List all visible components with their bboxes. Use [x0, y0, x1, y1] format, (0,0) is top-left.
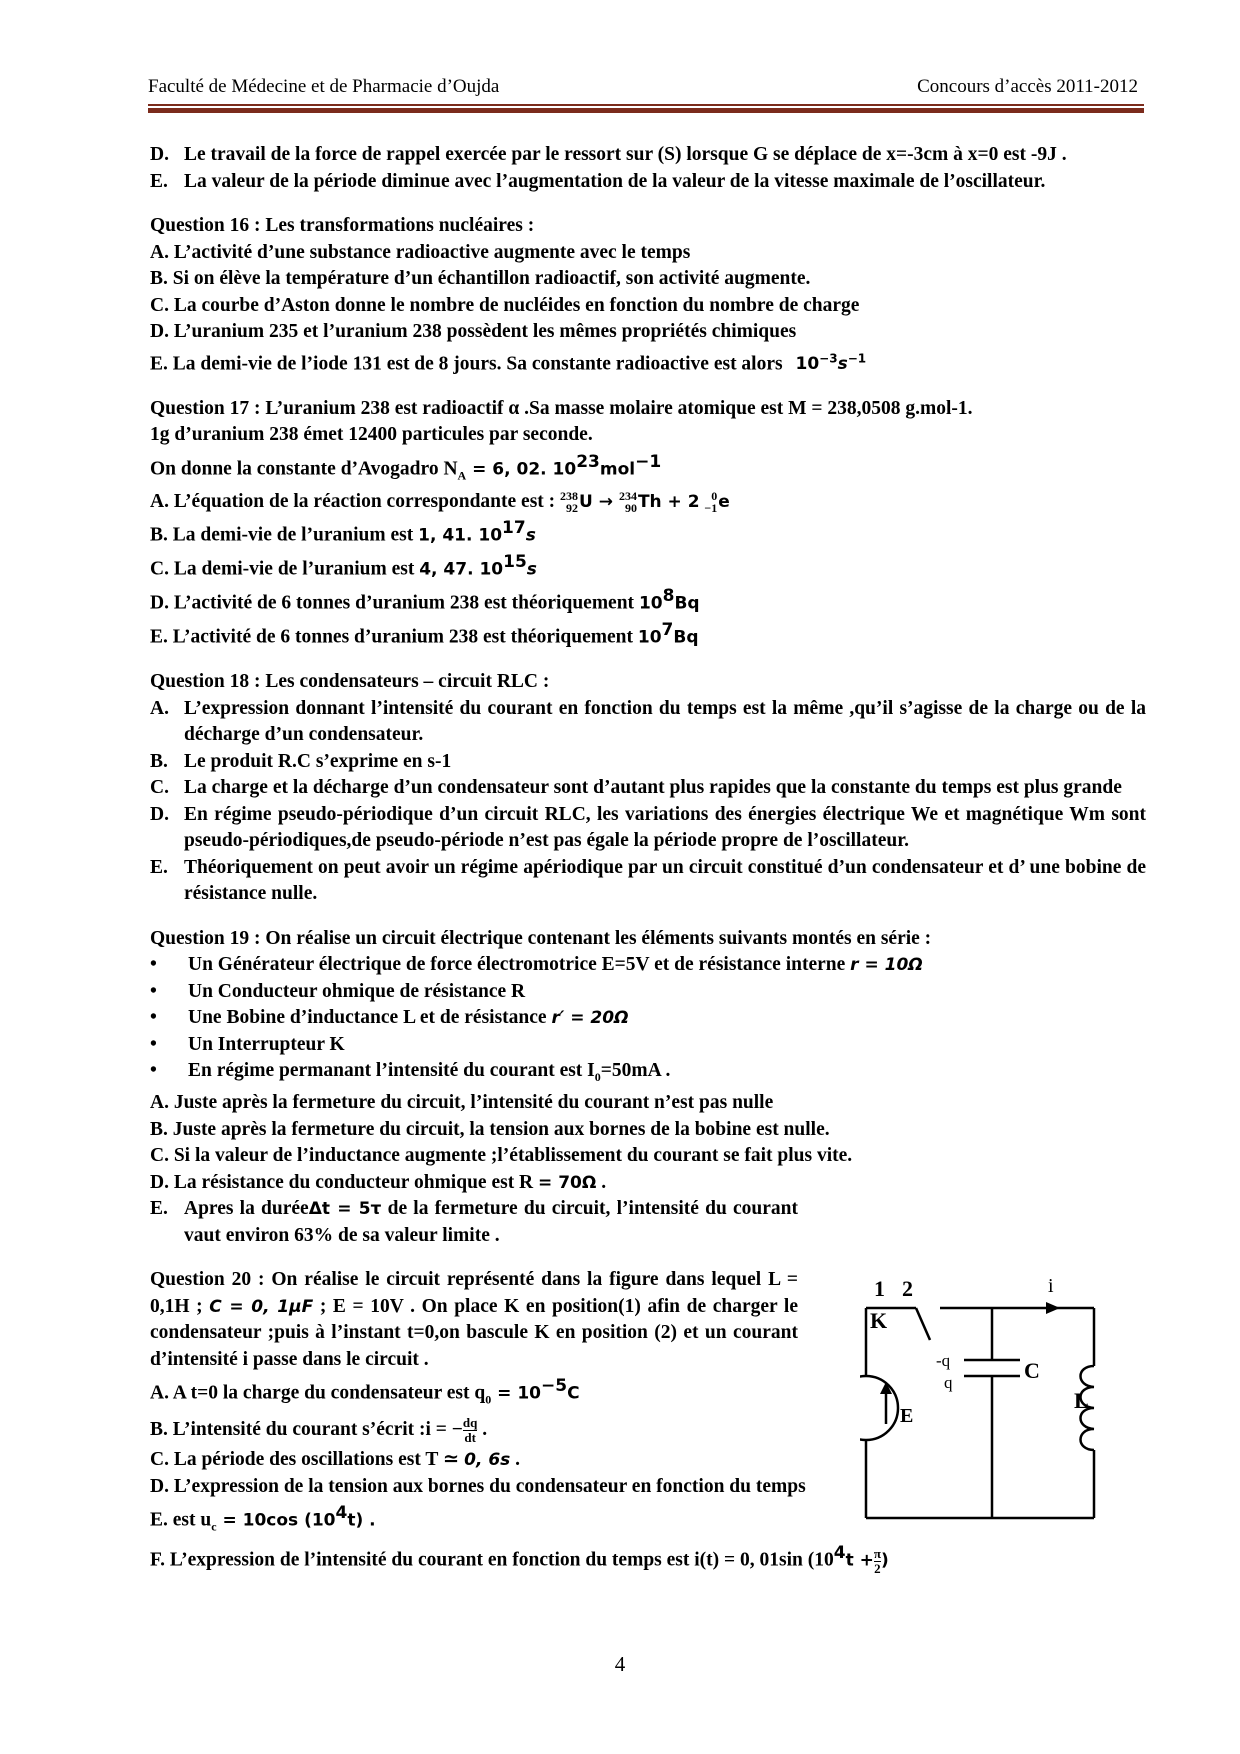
header-rule-thin	[148, 104, 1144, 106]
q16-option-b: B. Si on élève la température d’un échantillon radioactif, son activité augmente.	[150, 268, 811, 289]
q16-option-d: D. L’uranium 235 et l’uranium 238 possèdent les mêmes propriétés chimiques	[150, 321, 797, 342]
plate-charge-bottom: q	[944, 1373, 953, 1392]
current-label: i	[1048, 1278, 1054, 1297]
q18-option-c: C. La charge et la décharge d’un condensateur sont d’autant plus rapides que la constante du temps est plus grande	[150, 777, 1122, 799]
q17-option-a: A. L’équation de la réaction correspondante est : 238 92 U → 234 90 Th + 2 0 −1 e	[150, 489, 730, 516]
q20-option-a: A. A t=0 la charge du condensateur est $q_0 = 10^{-5}C$	[150, 1376, 580, 1407]
q20-option-c: C. La période des oscillations est T ≃ 0, 6s .	[150, 1449, 521, 1471]
q16-title: Question 16 : Les transformations nucléaires :	[150, 215, 535, 236]
q16-option-e: E. La demi-vie de l’iode 131 est de 8 jours. Sa constante radioactive est alors $10^{-3}s^{-1}$	[150, 351, 867, 375]
q18-title: Question 18 : Les condensateurs – circuit RLC :	[150, 671, 550, 693]
q17-option-e: E. L’activité de 6 tonnes d’uranium 238 est théoriquement $10^7Bq$	[150, 620, 699, 648]
inductor-label: L	[1074, 1388, 1089, 1413]
header-exam: Concours d’accès 2011-2012	[917, 76, 1138, 97]
current-arrow-icon	[1046, 1302, 1060, 1314]
switch-k	[916, 1308, 930, 1340]
q16-option-c: C. La courbe d’Aston donne le nombre de nucléides en fonction du nombre de charge	[150, 294, 860, 316]
q19-bullet-switch: • Un Interrupteur K	[150, 1033, 345, 1055]
q18-option-e: E. Théoriquement on peut avoir un régime apériodique par un circuit constitué d’un condensateur et d’ une bobine de résistance nulle.	[150, 856, 1146, 905]
switch-label: K	[870, 1308, 888, 1333]
switch-position-1: 1	[874, 1278, 885, 1301]
q19-bullet-generator: • Un Générateur électrique de force électromotrice E=5V et de résistance interne r = 10Ω	[150, 954, 923, 976]
q19-bullet-current: • En régime permanant l’intensité du courant est $I_0=50mA$ .	[150, 1060, 671, 1084]
q19-option-c: C. Si la valeur de l’inductance augmente ;l’établissement du courant se fait plus vite.	[150, 1145, 853, 1167]
q20-option-d: D. L’expression de la tension aux bornes du condensateur en fonction du temps	[150, 1475, 806, 1497]
q19-option-d: D. La résistance du conducteur ohmique est R = 70Ω .	[150, 1171, 607, 1193]
q18-option-a: A. L’expression donnant l’intensité du courant en fonction du temps est la même ,qu’il s’agisse de la charge ou de la décharge d’un condensateur.	[150, 697, 1146, 746]
q16-option-a: A. L’activité d’une substance radioactive augmente avec le temps	[150, 241, 691, 263]
q17-option-c: C. La demi-vie de l’uranium est 4, 47. $10^{15}s$	[150, 552, 537, 580]
emf-label: E	[900, 1405, 914, 1427]
q18-option-b: B. Le produit R.C s’exprime en s-1	[150, 750, 452, 772]
header-rule-thick	[148, 108, 1144, 113]
q20-option-b: B. L’intensité du courant s’écrit :i = − $\frac{dq}{dt}$ .	[150, 1415, 488, 1446]
q17-avogadro: On donne la constante d’Avogadro $N_A = 6$, 02. $10^{23}mol^{-1}$	[150, 451, 662, 483]
q19-option-a: A. Juste après la fermeture du circuit, l’intensité du courant n’est pas nulle	[150, 1092, 774, 1114]
q19-option-b: B. Juste après la fermeture du circuit, la tension aux bornes de la bobine est nulle.	[150, 1118, 830, 1140]
q18-option-d: D. En régime pseudo-périodique d’un circuit RLC, les variations des énergies électrique We et magnétique Wm sont pseudo-périodiques,de pseudo-période n’est pas égale la période propre de l’oscillateur.	[150, 803, 1146, 852]
q19-title: Question 19 : On réalise un circuit électrique contenant les éléments suivants montés en série :	[150, 927, 932, 949]
capacitor-label: C	[1024, 1358, 1040, 1383]
page-header	[148, 76, 1146, 106]
plate-charge-top: -q	[936, 1351, 951, 1370]
lc-circuit-diagram	[860, 1278, 1100, 1523]
q17-title: Question 17 : L’uranium 238 est radioactif α .Sa masse molaire atomique est M = 238,0508 g.mol-1.	[150, 397, 973, 419]
q17-line2: 1g d’uranium 238 émet 12400 particules par seconde.	[150, 424, 593, 446]
page-number: 4	[614, 1652, 626, 1676]
header-faculty: Faculté de Médecine et de Pharmacie d’Oujda	[148, 76, 500, 97]
q17-option-b: B. La demi-vie de l’uranium est 1, 41. $10^{17}s$	[150, 518, 536, 546]
q15-option-e: E. La valeur de la période diminue avec l’augmentation de la valeur de la vitesse maximale de l’oscillateur.	[150, 170, 1046, 192]
q19-option-e: E. Apres la duréeΔt = 5τ de la fermeture du circuit, l’intensité du courant vaut environ 63% de sa valeur limite .	[150, 1198, 799, 1246]
switch-position-2: 2	[902, 1278, 913, 1301]
q20-option-e: E. est $u_c = 10\cos$ $(10^4t)$ .	[150, 1503, 376, 1534]
q19-bullet-coil: • Une Bobine d’inductance L et de résistance r′ = 20Ω	[150, 1007, 629, 1029]
generator-symbol	[860, 1376, 898, 1440]
q15-option-d: D. Le travail de la force de rappel exercée par le ressort sur (S) lorsque G se déplace de x=-3cm à x=0 est -9J .	[150, 144, 1067, 165]
q17-option-d: D. L’activité de 6 tonnes d’uranium 238 est théoriquement $10^8Bq$	[150, 586, 700, 614]
q20-title: Question 20 : On réalise le circuit représenté dans la figure dans lequel L = 0,1H ; C = 0, 1μF ; E = 10V . On place K en position(1) afin de charger le condensateur ;puis à l’instant t=0,on bascule K en position (2) et un courant d’intensité i passe dans le circuit .	[150, 1269, 799, 1370]
q20-option-f: F. L’expression de l’intensité du courant en fonction du temps est i(t) = 0, 01sin ($10^4t$ + $\frac{\pi}{2}$ )	[150, 1543, 889, 1576]
q19-bullet-resistor: • Un Conducteur ohmique de résistance R	[150, 980, 526, 1002]
